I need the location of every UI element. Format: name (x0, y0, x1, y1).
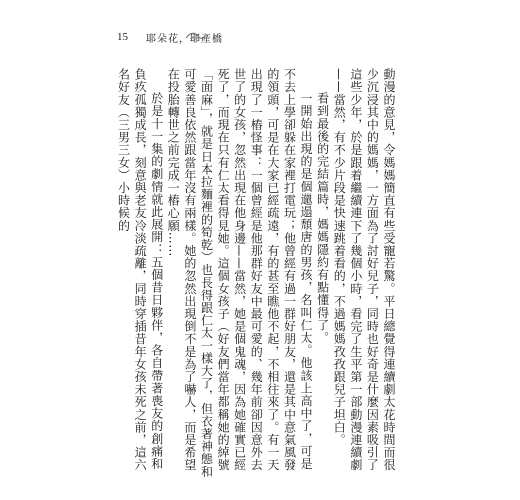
page-number: 15 (117, 31, 128, 43)
paragraph: 於是十一集的劇情就此展開：五個昔日夥伴，各自帶著喪友的創痛和負疚孤獨成長，刻意與老友冷淡疏離，同時穿插昔年女孩未死之前，這六名好友（三男三女）小時候的 (116, 68, 164, 472)
running-header: 耶朵花，耶產橋 (146, 34, 223, 45)
paragraph: 動漫的意見，令媽媽簡直有些受寵若驚。平日總覺得連續劇太花時間而很少沉浸其中的媽媽，一方面為了討好兒子，同時也好奇是什麼因素吸引了這些少年，於是跟着繼續連下了幾個小時，看完了生平第一部動漫連續劇——當然，有不少片段是快速跳着看的，不過媽媽孜孜跟兒子坦白。 (332, 68, 396, 472)
body-text (113, 68, 397, 478)
ornament-icon (184, 30, 206, 42)
paragraph: 看到最後的完結篇時，媽媽隱約有點懂得了。 (315, 92, 330, 344)
paragraph: 一開始出現的是個邋遢頹唐的男孩，名叫仁太。他該上高中了，可是不去上學卻躲在家裡打電玩；他曾經有過一群好朋友，還是其中意氣風發的領頭，可是在大家已經疏遠，有的甚至瞧他不起，不相往來了。有一天出現了一樁怪事：一個曾經是他那群好友中最可愛的、幾年前卻因意外去世了的女孩，忽然出現在他身邊——當然，她是個鬼魂，因為她確實已經死了，而現在只有仁太看得見她。這個女孩子（好友們當年都稱她的綽號「面麻」，就是日本拉麵裡的筍乾）也長得跟仁太一樣大了，但衣著神態和可愛善良依然跟當年沒有兩樣。她的忽然出現倒不是為了嚇人，而是希望在投胎轉世之前完成一樁心願…… (166, 68, 314, 478)
